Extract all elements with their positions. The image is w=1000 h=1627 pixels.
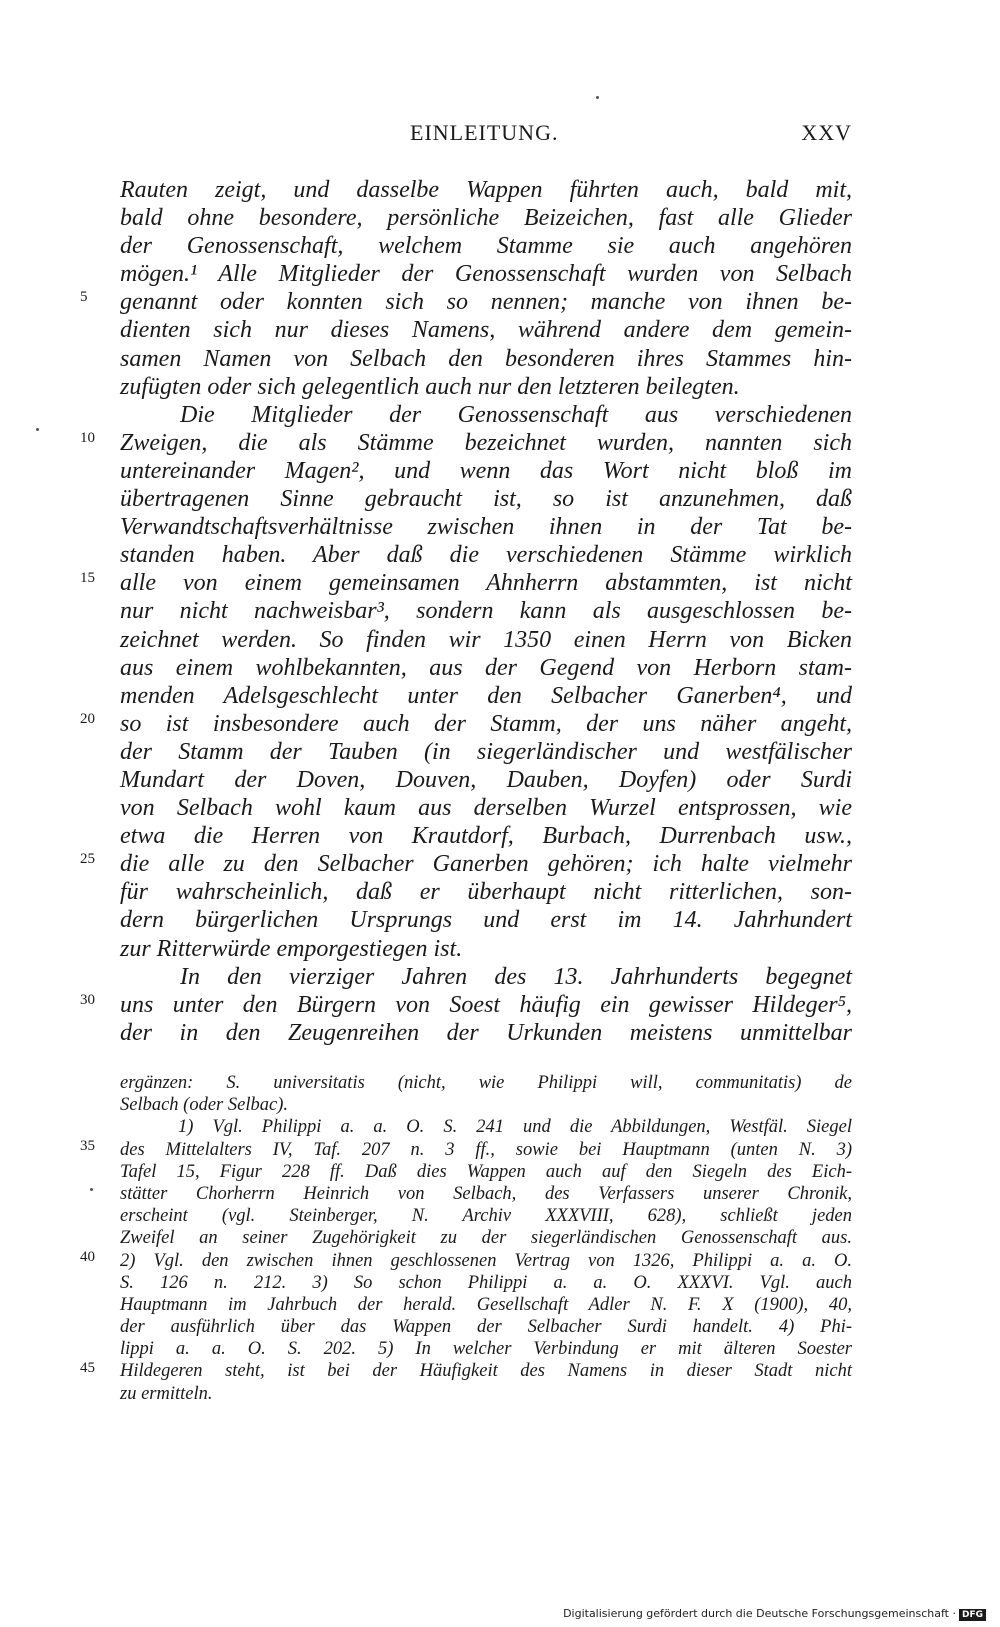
text-line: mögen.¹ Alle Mitglieder der Genossenschaft wurden von Selbach [120,261,852,288]
text-line: dienten sich nur dieses Namens, während andere dem gemein- [120,317,852,344]
digitization-credit [563,1607,986,1621]
text-line: der Genossenschaft, welchem Stamme sie auch angehören [120,233,852,260]
text-line: dern bürgerlichen Ursprungs und erst im 14. Jahrhundert [120,907,852,934]
text-line: genannt oder konnten sich so nennen; manche von ihnen be- [120,289,852,316]
text-line: alle von einem gemeinsamen Ahnherrn abstammten, ist nicht [120,570,852,597]
footnote-line: ergänzen: S. universitatis (nicht, wie Philippi will, communitatis) de [120,1073,852,1093]
text-line: zur Ritterwürde emporgestiegen ist. [120,935,463,962]
text-line: Die Mitglieder der Genossenschaft aus verschiedenen [180,401,852,428]
text-line: bald ohne besondere, persönliche Beizeichen, fast alle Glieder [120,205,852,232]
footnote-line: Selbach (oder Selbac). [120,1095,288,1116]
footnote-line: Hauptmann im Jahrbuch der herald. Gesellschaft Adler N. F. X (1900), 40, [120,1294,852,1315]
footnote-line: stätter Chorherrn Heinrich von Selbach, des Verfassers unserer Chronik, [120,1183,852,1204]
text-line: der in den Zeugenreihen der Urkunden meistens unmittelbar [120,1019,852,1046]
text-line: aus einem wohlbekannten, aus der Gegend von Herborn stam- [120,654,852,681]
text-line: der Stamm der Tauben (in siegerländischer und westfälischer [120,738,852,765]
text-line: zeichnet werden. So finden wir 1350 einen Herrn von Bicken [120,626,852,653]
text-line: etwa die Herren von Krautdorf, Burbach, Durrenbach usw., [120,823,852,850]
footnote-line: Tafel 15, Figur 228 ff. Daß dies Wappen auch auf den Siegeln des Eich- [120,1161,852,1182]
footnote-line: des Mittelalters IV, Taf. 207 n. 3 ff., sowie bei Hauptmann (unten N. 3) [120,1139,852,1160]
text-line: so ist insbesondere auch der Stamm, der uns näher angeht, [120,710,852,737]
footnote-line: Zweifel an seiner Zugehörigkeit zu der siegerländischen Genossenschaft aus. [120,1228,852,1249]
line-number: 30 [80,992,95,1008]
running-header [120,120,852,150]
footnote-line: Hildegeren steht, ist bei der Häufigkeit des Namens in dieser Stadt nicht [120,1361,852,1382]
line-number: 15 [80,570,95,586]
text-line: die alle zu den Selbacher Ganerben gehören; ich halte vielmehr [120,851,852,878]
text-line: von Selbach wohl kaum aus derselben Wurzel entsprossen, wie [120,795,852,822]
text-line: Rauten zeigt, und dasselbe Wappen führten auch, bald mit, [120,177,852,203]
text-line: Zweigen, die als Stämme bezeichnet wurden, nannten sich [120,429,852,456]
page-number: XXV [801,120,852,145]
line-number: 5 [80,289,88,305]
scan-speck [596,96,599,99]
footnote-line: zu ermitteln. [120,1383,213,1404]
line-number: 45 [80,1360,95,1376]
line-number: 25 [80,851,95,867]
main-text [120,176,852,1047]
text-line: standen haben. Aber daß die verschiedenen Stämme wirklich [120,542,852,569]
text-line: Mundart der Doven, Douven, Dauben, Doyfen) oder Surdi [120,766,852,793]
text-line: zufügten oder sich gelegentlich auch nur den letzteren beilegten. [120,373,740,400]
scan-speck [90,1188,93,1191]
footnote-line: erscheint (vgl. Steinberger, N. Archiv XXXVIII, 628), schließt jeden [120,1206,852,1227]
footnote-line: 1) Vgl. Philippi a. a. O. S. 241 und die Abbildungen, Westfäl. Siegel [178,1117,852,1138]
credit-text: Digitalisierung gefördert durch die Deutsche Forschungsgemeinschaft · [563,1607,956,1620]
text-line: uns unter den Bürgern von Soest häufig ein gewisser Hildeger⁵, [120,991,852,1018]
text-line: Verwandtschaftsverhältnisse zwischen ihnen in der Tat be- [120,514,852,541]
scan-speck [36,428,39,431]
text-line: untereinander Magen², und wenn das Wort nicht bloß im [120,457,852,484]
footnote-line: S. 126 n. 212. 3) So schon Philippi a. a. O. XXXVI. Vgl. auch [120,1272,852,1293]
text-line: nur nicht nachweisbar³, sondern kann als ausgeschlossen be- [120,598,852,625]
footnote-line: der ausführlich über das Wappen der Selbacher Surdi handelt. 4) Phi- [120,1317,852,1338]
line-number: 40 [80,1249,95,1265]
text-line: menden Adelsgeschlecht unter den Selbacher Ganerben⁴, und [120,682,852,709]
text-line: übertragenen Sinne gebraucht ist, so ist anzunehmen, daß [120,486,852,513]
footnote-line: lippi a. a. O. S. 202. 5) In welcher Verbindung er mit älteren Soester [120,1339,852,1360]
line-number: 35 [80,1138,95,1154]
running-title: EINLEITUNG. [410,120,559,145]
line-number: 10 [80,430,95,446]
text-line: samen Namen von Selbach den besonderen ihres Stammes hin- [120,345,852,372]
line-number: 20 [80,711,95,727]
text-line: In den vierziger Jahren des 13. Jahrhunderts begegnet [180,963,852,990]
text-line: für wahrscheinlich, daß er überhaupt nicht ritterlichen, son- [120,879,852,906]
footnote-line: 2) Vgl. den zwischen ihnen geschlossenen Vertrag von 1326, Philippi a. a. O. [120,1250,852,1271]
dfg-logo: DFG [959,1609,986,1621]
footnotes [120,1072,852,1405]
